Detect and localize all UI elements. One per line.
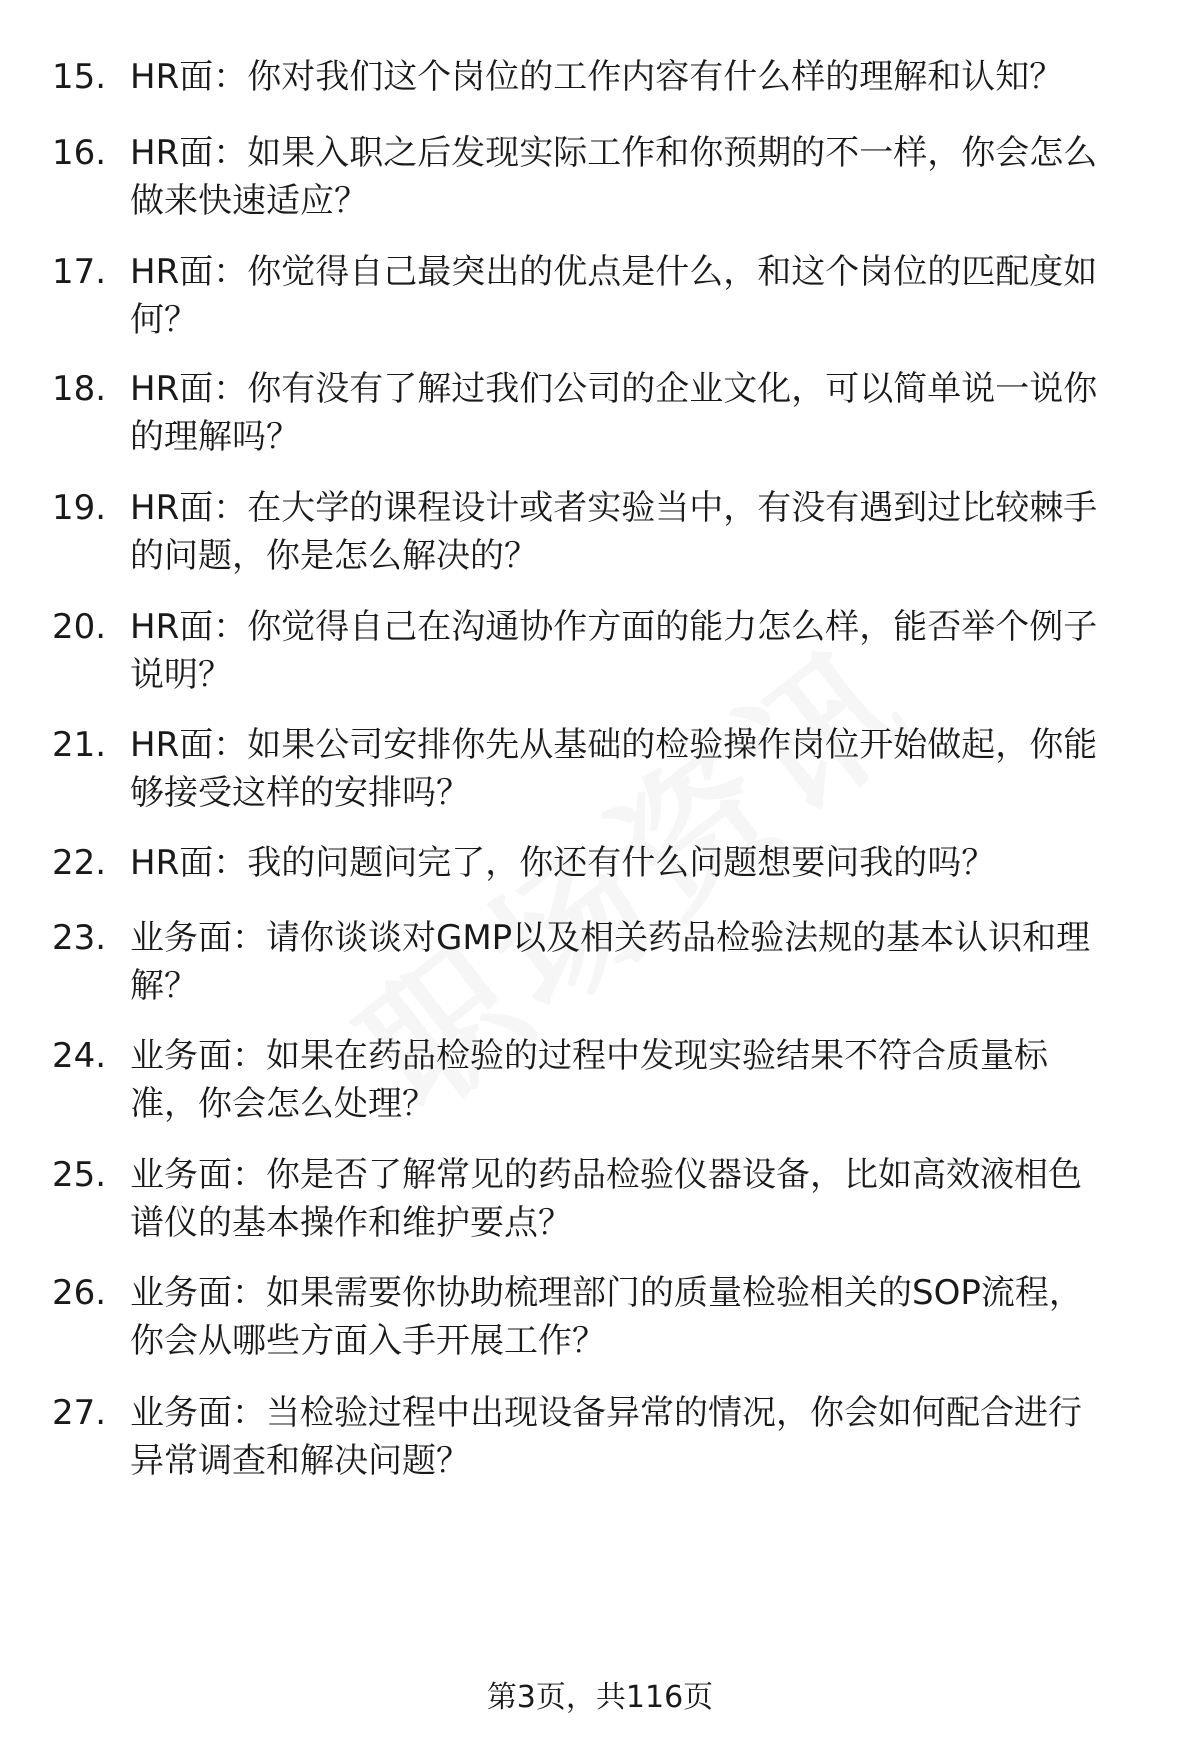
question-text: [130, 1032, 1150, 1128]
question-line: 何？: [130, 300, 198, 340]
question-text: [130, 365, 1150, 461]
question-text: [130, 721, 1150, 817]
question-text: [130, 1151, 1150, 1247]
question-line: 做来快速适应？: [130, 181, 368, 221]
question-number: 25.: [52, 1155, 107, 1195]
question-line: HR面：如果公司安排你先从基础的检验操作岗位开始做起，你能: [130, 725, 1098, 765]
question-number: 15.: [52, 57, 107, 97]
question-text: [130, 603, 1150, 699]
question-line: 准，你会怎么处理？: [130, 1084, 436, 1124]
question-line: HR面：在大学的课程设计或者实验当中，有没有遇到过比较棘手: [130, 488, 1098, 528]
question-text: [130, 53, 1150, 101]
question-number: 17.: [52, 252, 107, 292]
question-line: 说明？: [130, 655, 232, 695]
question-line: 业务面：请你谈谈对GMP以及相关药品检验法规的基本认识和理: [130, 918, 1091, 958]
page-footer: 第3页，共116页: [486, 1680, 714, 1715]
question-line: 解？: [130, 966, 198, 1006]
question-line: 够接受这样的安排吗？: [130, 773, 470, 813]
question-text: [130, 484, 1150, 580]
question-number: 19.: [52, 488, 107, 528]
question-line: 的问题，你是怎么解决的？: [130, 536, 538, 576]
question-number: 22.: [52, 843, 107, 883]
question-line: HR面：你对我们这个岗位的工作内容有什么样的理解和认知？: [130, 57, 1064, 97]
question-line: 业务面：你是否了解常见的药品检验仪器设备，比如高效液相色: [130, 1155, 1082, 1195]
question-number: 26.: [52, 1273, 107, 1313]
question-text: [130, 914, 1150, 1010]
question-line: 谱仪的基本操作和维护要点？: [130, 1203, 572, 1243]
question-line: 异常调查和解决问题？: [130, 1441, 470, 1481]
question-number: 21.: [52, 725, 107, 765]
question-line: 你会从哪些方面入手开展工作？: [130, 1321, 606, 1361]
question-text: [130, 1389, 1150, 1485]
question-number: 18.: [52, 369, 107, 409]
question-line: HR面：你觉得自己在沟通协作方面的能力怎么样，能否举个例子: [130, 607, 1098, 647]
question-text: [130, 839, 1150, 887]
question-number: 27.: [52, 1393, 107, 1433]
question-line: 业务面：当检验过程中出现设备异常的情况，你会如何配合进行: [130, 1393, 1082, 1433]
question-line: HR面：你觉得自己最突出的优点是什么，和这个岗位的匹配度如: [130, 252, 1098, 292]
question-number: 23.: [52, 918, 107, 958]
question-line: 的理解吗？: [130, 417, 300, 457]
question-line: HR面：如果入职之后发现实际工作和你预期的不一样，你会怎么: [130, 133, 1098, 173]
question-line: HR面：我的问题问完了，你还有什么问题想要问我的吗？: [130, 843, 996, 883]
question-line: HR面：你有没有了解过我们公司的企业文化，可以简单说一说你: [130, 369, 1098, 409]
question-line: 业务面：如果需要你协助梳理部门的质量检验相关的SOP流程，: [130, 1273, 1083, 1313]
question-number: 16.: [52, 133, 107, 173]
question-text: [130, 1269, 1150, 1365]
question-number: 24.: [52, 1036, 107, 1076]
question-text: [130, 129, 1150, 225]
question-number: 20.: [52, 607, 107, 647]
question-text: [130, 248, 1150, 344]
question-line: 业务面：如果在药品检验的过程中发现实验结果不符合质量标: [130, 1036, 1048, 1076]
